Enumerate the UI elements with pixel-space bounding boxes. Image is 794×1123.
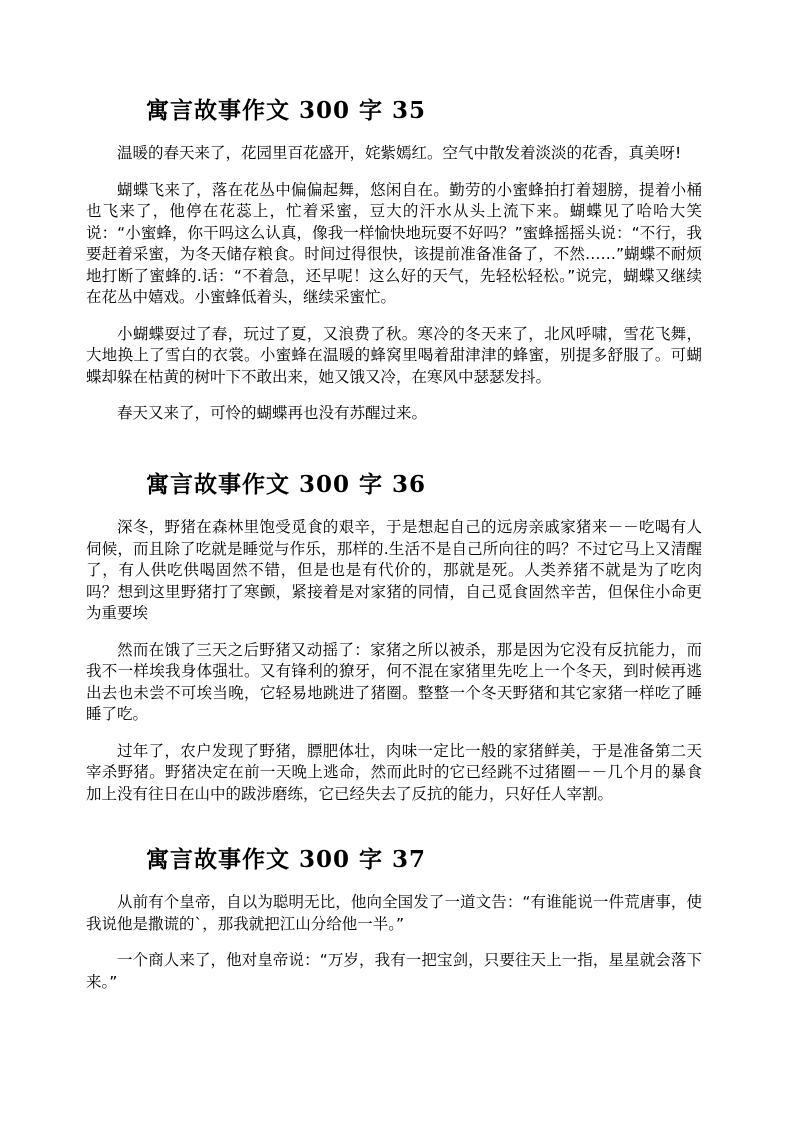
paragraph: 小蝴蝶耍过了春，玩过了夏，又浪费了秋。寒冷的冬天来了，北风呼啸，雪花飞舞，大地换上了雪白的衣裳。小蜜蜂在温暖的蜂窝里喝着甜津津的蜂蜜，别提多舒服了。可蝴蝶却躲在枯黄的树叶下不敢出来，她又饿又冷，在寒风中瑟瑟发抖。 bbox=[86, 324, 702, 386]
paragraph: 深冬，野猪在森林里饱受觅食的艰辛，于是想起自己的远房亲戚家猪来－－吃喝有人伺候，而且除了吃就是睡觉与作乐，那样的.生活不是自己所向往的吗？不过它马上又清醒了，有人供吃供喝固然不错，但是也是有代价的，那就是死。人类养猪不就是为了吃肉吗？想到这里野猪打了寒颤，紧接着是对家猪的同情，自己觅食固然辛苦，但保住小命更为重要埃 bbox=[86, 518, 702, 622]
section-title: 寓言故事作文 300 字 36 bbox=[146, 471, 427, 498]
paragraph: 蝴蝶飞来了，落在花丛中偏偏起舞，悠闲自在。勤劳的小蜜蜂拍打着翅膀，提着小桶也飞来了，他停在花蕊上，忙着采蜜，豆大的汗水从头上流下来。蝴蝶见了哈哈大笑说：“小蜜蜂，你干吗这么认真，像我一样愉快地玩耍不好吗？”蜜蜂摇摇头说：“不行，我要赶着采蜜，为冬天储存粮食。时间过得很快，该提前准备准备了，不然……”蝴蝶不耐烦地打断了蜜蜂的.话：“不着急，还早呢！这么好的天气，先轻松轻松。”说完，蝴蝶又继续在花丛中嬉戏。小蜜蜂低着头，继续采蜜忙。 bbox=[86, 180, 702, 306]
story-section-37 bbox=[86, 845, 702, 993]
section-title: 寓言故事作文 300 字 35 bbox=[146, 97, 427, 124]
paragraph: 从前有个皇帝，自以为聪明无比，他向全国发了一道文告：“有谁能说一件荒唐事，使我说他是撒谎的`，那我就把江山分给他一半。” bbox=[86, 893, 702, 933]
paragraph: 过年了，农户发现了野猪，膘肥体壮，肉味一定比一般的家猪鲜美，于是准备第二天宰杀野猪。野猪决定在前一天晚上逃命，然而此时的它已经跳不过猪圈－－几个月的暴食加上没有往日在山中的跋涉磨练，它已经失去了反抗的能力，只好任人宰割。 bbox=[86, 741, 702, 803]
paragraph: 然而在饿了三天之后野猪又动摇了：家猪之所以被杀，那是因为它没有反抗能力，而我不一样埃我身体强壮。又有锋利的獠牙，何不混在家猪里先吃上一个冬天，到时候再逃出去也未尝不可埃当晚，它轻易地跳进了猪圈。整整一个冬天野猪和其它家猪一样吃了睡睡了吃。 bbox=[86, 640, 702, 723]
story-section-36 bbox=[86, 470, 702, 805]
paragraph: 春天又来了，可怜的蝴蝶再也没有苏醒过来。 bbox=[117, 404, 428, 422]
section-title: 寓言故事作文 300 字 37 bbox=[146, 846, 427, 873]
paragraph: 温暖的春天来了，花园里百花盛开，姹紫嫣红。空气中散发着淡淡的花香，真美呀! bbox=[117, 144, 682, 162]
paragraph: 一个商人来了，他对皇帝说：“万岁，我有一把宝剑，只要往天上一指，星星就会落下来。” bbox=[86, 951, 702, 991]
story-section-35 bbox=[86, 96, 702, 425]
